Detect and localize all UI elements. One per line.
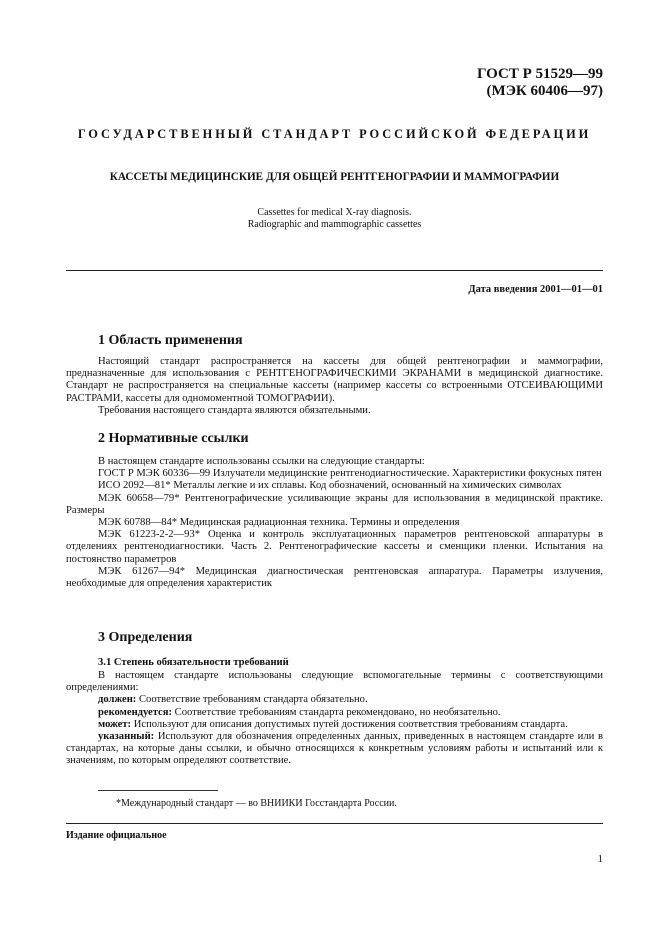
definition-item [66, 719, 603, 731]
reference-item: МЭК 61267—94* Медицинская диагностическая рентгеновская аппаратура. Параметры излучения, необходимые для определения характеристик [66, 565, 603, 590]
standard-title: ГОСУДАРСТВЕННЫЙ СТАНДАРТ РОССИЙСКОЙ ФЕДЕРАЦИИ [77, 127, 592, 141]
bottom-divider [66, 823, 603, 824]
subsection-3-1-heading: 3.1 Степень обязательности требований [98, 657, 289, 668]
english-title-line-2: Radiographic and mammographic cassettes [247, 219, 422, 230]
section-2-heading: 2 Нормативные ссылки [98, 431, 249, 446]
document-title: КАССЕТЫ МЕДИЦИНСКИЕ ДЛЯ ОБЩЕЙ РЕНТГЕНОГРАФИИ И МАММОГРАФИИ [109, 171, 560, 183]
reference-item: МЭК 60788—84* Медицинская радиационная техника. Термины и определения [98, 517, 460, 529]
footnote: *Международный стандарт — во ВНИИКИ Госстандарта России. [116, 798, 397, 809]
english-title-line-1: Cassettes for medical X-ray diagnosis. [257, 207, 412, 218]
section-1-paragraph: Настоящий стандарт распространяется на кассеты для общей рентгенографии и маммографии, предназначенные для использования с РЕНТГЕНОГРАФИЧЕСКИМИ ЭКРАНАМИ в медицинской диагностике. Стандарт не распространяется на специальные кассеты (например кассеты со встроенными ОТСЕИВАЮЩИМИ РАСТРАМИ, кассеты для одномоментной ТОМОГРАФИИ). [66, 356, 603, 404]
definition-term: указанный: [98, 731, 155, 743]
top-divider [66, 270, 603, 271]
iec-code: (МЭК 60406—97) [486, 83, 603, 99]
definition-term: может: [98, 718, 132, 730]
reference-item: ГОСТ Р МЭК 60336—99 Излучатели медицинские рентгенодиагностические. Характеристики фокусных пятен [98, 468, 602, 480]
document-code [477, 66, 603, 100]
definition-item [66, 707, 603, 719]
section-3-intro: В настоящем стандарте использованы следующие вспомогательные термины с соответствующими определениями: [66, 670, 603, 694]
footnote-divider [98, 790, 218, 791]
definition-text: Используют для описания допустимых путей достижения соответствия требованиям стандарта. [131, 718, 568, 730]
definition-text: Используют для обозначения определенных данных, приведенных в настоящем стандарте или в стандартах, на которые даны ссылки, и обычно относящихся к конкретным условиям работы и испытаний или к значениям, по которым определяют соответствие. [66, 731, 603, 767]
definition-term: рекомендуется: [98, 706, 173, 718]
definition-text: Соответствие требованиям стандарта обязательно. [136, 694, 368, 706]
section-1-paragraph: Требования настоящего стандарта являются обязательными. [98, 404, 371, 416]
definition-item [66, 694, 603, 706]
english-title [66, 207, 603, 231]
definition-term: должен: [98, 694, 137, 706]
edition-label: Издание официальное [66, 830, 167, 841]
section-1-heading: 1 Область применения [98, 333, 243, 348]
introduction-date: Дата введения 2001—01—01 [468, 284, 603, 295]
section-3-heading: 3 Определения [98, 630, 193, 645]
section-1-body [66, 356, 603, 417]
section-2-body [66, 456, 603, 590]
definition-text: Соответствие требованиям стандарта рекомендовано, но необязательно. [172, 706, 501, 718]
section-2-intro: В настоящем стандарте использованы ссылки на следующие стандарты: [98, 456, 425, 467]
reference-item: МЭК 61223-2-2—93* Оценка и контроль эксплуатационных параметров рентгеновской аппаратуры в отделениях рентгенодиагностики. Часть 2. Рентгенографические кассеты и сменщики пленки. Испытания на постоянство параметров [66, 529, 603, 565]
page-number: 1 [597, 853, 603, 865]
section-3-body [66, 670, 603, 768]
gost-code: ГОСТ Р 51529—99 [476, 66, 603, 82]
definition-item [66, 731, 603, 768]
reference-item: ИСО 2092—81* Металлы легкие и их сплавы. Код обозначений, основанный на химических символах [98, 480, 562, 492]
reference-item: МЭК 60658—79* Рентгенографические усиливающие экраны для использования в медицинской практике. Размеры [66, 492, 603, 516]
